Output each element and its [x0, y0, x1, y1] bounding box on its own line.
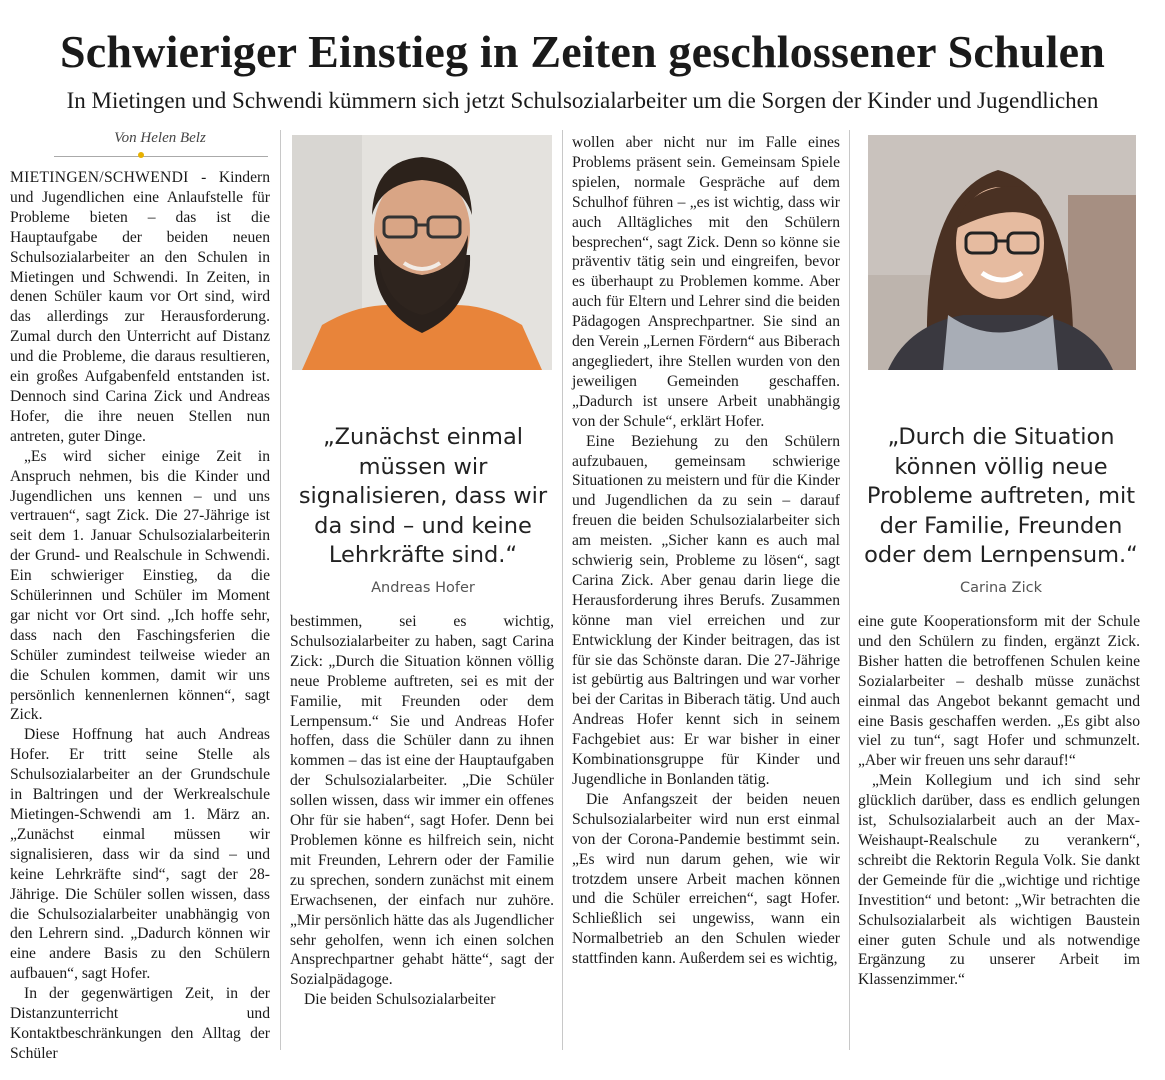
column-divider: [849, 130, 850, 1050]
byline-rule: [54, 156, 268, 157]
paragraph: Eine Beziehung zu den Schülern aufzubauen, gemeinsam schwierige Situationen zu meistern und für die Kinder und Jugendlichen da zu sein – darauf freuen die beiden Schulsozialarbeiter sich am meisten. „Sicher kann es auch mal schwierig sein, Probleme zu lösen“, sagt Carina Zick. Aber genau darin liege die Herausforderung ihres Berufs. Zusammen könne man viel erreichen und zur Entwicklung der Kinder beitragen, das ist für sie das Schönste daran. Die 27-Jährige ist gebürtig aus Baltringen und war vorher bei der Caritas in Biberach tätig. Und auch Andreas Hofer kennt sich in seinem Fachgebiet aus: Er war bisher in einer Kombinationsgruppe für Kinder und Jugendliche in Bonlanden tätig.: [572, 432, 840, 788]
paragraph: wollen aber nicht nur im Falle eines Problems präsent sein. Gemeinsam Spiele spielen, normale Gespräche auf dem Schulhof führen – „es ist wichtig, dass wir auch Alltägliches mit den Schülern besprechen“, sagt Zick. Denn so könne sie präventiv tätig sein und eingreifen, bevor es überhaupt zu Problemen komme. Aber auch für Eltern und Lehrer sind die beiden Pädagogen Ansprechpartner. Sie sind an den Verein „Lernen Fördern“ aus Biberach angegliedert, ihre Stellen wurden von den jeweiligen Gemeinden geschaffen. „Dadurch ist unsere Arbeit unabhängig von der Schule“, erklärt Hofer.: [572, 134, 840, 430]
pull-quote-author-hofer: Andreas Hofer: [371, 580, 475, 596]
article-subheadline: In Mietingen und Schwendi kümmern sich jetzt Schulsozialarbeiter um die Sorgen der Kinder und Jugendlichen: [66, 88, 1099, 113]
pull-quote-author-zick: Carina Zick: [959, 580, 1042, 596]
paragraph: „Es wird sicher einige Zeit in Anspruch nehmen, bis die Kinder und Jugendlichen uns kennen – und uns vertrauen“, sagt Zick. Die 27-Jährige ist seit dem 1. Januar Schulsozialarbeiterin der Grund- und Realschule in Schwendi. Ein schwieriger Einstieg, da die Schülerinnen und Schüler im Moment gar nicht vor Ort sind. „Ich hoffe sehr, dass nach den Faschingsferien die Schüler zumindest teilweise wieder an die Schulen kommen, damit wir uns persönlich kennenlernen können“, sagt Zick.: [10, 447, 270, 724]
byline-dot: [138, 152, 144, 158]
pull-quote-zick: „Durch die Situation können völlig neue Probleme auftreten, mit der Familie, Freunden oder dem Lernpensum.“: [864, 424, 1138, 568]
paragraph: Diese Hoffnung hat auch Andreas Hofer. Er tritt seine Stelle als Schulsozialarbeiter an der Grundschule in Baltringen und der Werkrealschule Mietingen-Schwendi am 1. März an. „Zunächst einmal müssen wir signalisieren, dass wir da sind – und keine Lehrkräfte sind“, sagt der 28-Jährige. Die Schüler sollen wissen, dass die Schulsozialarbeiter unabhängig von den Lehrern sind. „Dadurch können wir eine andere Basis zu den Schülern aufbauen“, sagt Hofer.: [10, 726, 270, 983]
article-headline: Schwieriger Einstieg in Zeiten geschlossener Schulen: [60, 26, 1105, 77]
column-3: [572, 133, 840, 969]
paragraph: Die beiden Schulsozialarbeiter: [304, 991, 496, 1009]
column-divider: [562, 130, 563, 1050]
pull-quote-hofer: „Zunächst einmal müssen wir signalisieren, dass wir da sind – und keine Lehrkräfte sind.“: [298, 424, 548, 568]
column-1: [10, 168, 270, 1064]
paragraph: In der gegenwärtigen Zeit, in der Distanzunterricht und Kontaktbeschränkungen den Alltag der Schüler: [10, 985, 270, 1062]
dateline: MIETINGEN/SCHWENDI: [10, 169, 189, 186]
paragraph: bestimmen, sei es wichtig, Schulsozialarbeiter zu haben, sagt Carina Zick: „Durch die Situation können völlig neue Probleme auftreten, sei es mit der Familie, mit Freunden oder dem Lernpensum.“ Sie und Andreas Hofer hoffen, dass die Schüler dann zu ihnen kommen – das ist eine der Hauptaufgaben der Schulsozialarbeiter. „Die Schüler sollen wissen, dass wir immer ein offenes Ohr für sie haben“, sagt Hofer. Denn bei Problemen könne es hilfreich sein, nicht mit Freunden, Lehrern oder der Familie zu sprechen, sondern zunächst mit einem Erwachsenen, der einfach nur zuhöre. „Mir persönlich hätte das als Jugendlicher sehr geholfen, wenn ich einen solchen Ansprechpartner gehabt hätte“, sagt der Sozialpädagoge.: [290, 613, 554, 989]
photo-andreas-hofer: [292, 135, 552, 370]
photo-carina-zick: [868, 135, 1136, 370]
paragraph: Die Anfangszeit der beiden neuen Schulsozialarbeiter wird nun erst einmal von der Corona-Pandemie bestimmt sein. „Es wird nun darum gehen, wie wir trotzdem unsere Arbeit machen können und die Schüler erreichen“, sagt Hofer. Schließlich sei ungewiss, wann ein Normalbetrieb an den Schulen wieder stattfinden kann. Außerdem sei es wichtig,: [572, 790, 840, 968]
byline: Von Helen Belz: [114, 130, 206, 146]
paragraph: eine gute Kooperationsform mit der Schule und den Schülern zu finden, ergänzt Zick. Bisher hatten die betroffenen Schulen keine Sozialarbeiter – deshalb müsse zunächst einmal das Angebot bekannt gemacht und eine Basis geschaffen werden. „Es gibt also viel zu tun“, sagt Hofer und schmunzelt. „Aber wir freuen uns sehr darauf!“: [858, 613, 1140, 770]
column-divider: [280, 130, 281, 1050]
column-4: [858, 612, 1140, 990]
paragraph: „Mein Kollegium und ich sind sehr glücklich darüber, dass es endlich gelungen ist, Schulsozialarbeit auch an der Max-Weishaupt-Realschule zu verankern“, schreibt die Rektorin Regula Volk. Sie dankt der Gemeinde für die „wichtige und richtige Investition“ und betont: „Wir betrachten die Schulsozialarbeit als wichtigen Baustein einer guten Schule und als notwendige Ergänzung zu unserer Arbeit im Klassenzimmer.“: [858, 772, 1140, 989]
column-2: [290, 612, 554, 1010]
paragraph: MIETINGEN/SCHWENDI - Kindern und Jugendlichen eine Anlaufstelle für Probleme bieten – das ist die Hauptaufgabe der beiden neuen Schulsozialarbeiter an den Schulen in Mietingen und Schwendi. In Zeiten, in denen Schüler kaum vor Ort sind, wird das allerdings zur Herausforderung. Zumal durch den Unterricht auf Distanz und die Probleme, die daraus resultieren, ein großes Aufgabenfeld entstanden ist. Dennoch sind Carina Zick und Andreas Hofer, die ihre neuen Stellen nun antreten, guter Dinge.: [10, 169, 270, 445]
